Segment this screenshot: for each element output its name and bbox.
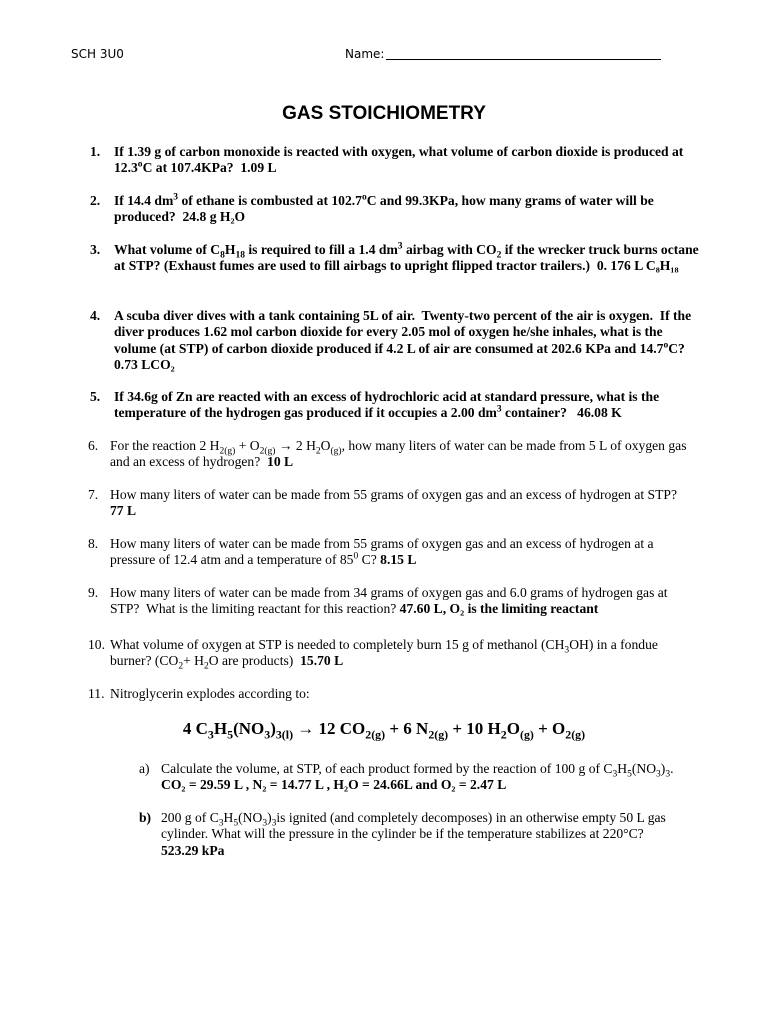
- question-number: 1.: [90, 144, 101, 159]
- question-number: 11.: [88, 686, 105, 701]
- question-text: Nitroglycerin explodes according to:: [110, 686, 310, 701]
- name-field[interactable]: [345, 47, 661, 61]
- answer: 15.70 L: [300, 653, 344, 669]
- question-number: 9.: [88, 585, 99, 600]
- question-10: 10. What volume of oxygen at STP is needed to completely burn 15 g of methanol $(CH_3OH)$ in a fondue burner? ($CO_2+ H_2O$ are products) 15.70 L: [88, 637, 658, 673]
- name-label: Name:: [345, 47, 385, 61]
- answer: 10 L: [267, 454, 294, 470]
- question-number: 5.: [90, 389, 101, 404]
- answer: CO₂ = 29.59 L , N₂ = 14.77 L , H₂O = 24.66L and O₂ = 2.47 L: [161, 777, 507, 793]
- question-3: 3. What volume of $C_8H_{18}$ is required to fill a 1.4 $dm^3$ airbag with $CO_2$ if the wrecker truck burns octane at STP? (Exhaust fumes are used to fill airbags to upright flipped tractor trailers.) 0. 176 L C₈H₁₈: [90, 241, 699, 274]
- question-number: 4.: [90, 308, 101, 323]
- answer: 1.09 L: [240, 160, 277, 176]
- name-line[interactable]: [386, 47, 661, 60]
- question-4: 4. A scuba diver dives with a tank containing 5L of air. Twenty-two percent of the air is oxygen. If the diver produces 1.62 mol carbon dioxide for every 2.05 mol of oxygen he/she inhales, what is the volume (at STP) of carbon dioxide produced if 4.2 L of air are consumed at 202.6 KPa and 14.7$^o$C? 0.73 LCO₂: [90, 308, 692, 373]
- question-number: 7.: [88, 487, 99, 502]
- question-2: 2. If 14.4 $dm^3$ of ethane is combusted at 102.7$^o$C and 99.3KPa, how many grams of water will be produced? 24.8 g H₂O: [90, 192, 654, 225]
- subquestion-b: b) 200 g of $C_3H_5(NO_3)_3is$ ignited (and completely decomposes) in an otherwise empty 50 L gas cylinder. What will the pressure in the cylinder be if the temperature stabilizes at 220°C? 523.29 kPa: [139, 810, 666, 858]
- answer: 8.15 L: [380, 552, 417, 568]
- answer: 47.60 L, O₂ is the limiting reactant: [399, 601, 599, 617]
- subquestion-label: b): [139, 810, 152, 825]
- question-1: 1. If 1.39 g of carbon monoxide is reacted with oxygen, what volume of carbon dioxide is produced at 12.3$^o$C at 107.4KPa? 1.09 L: [90, 144, 687, 176]
- subquestion-label: a): [139, 761, 150, 776]
- question-8: 8. How many liters of water can be made from 55 grams of oxygen gas and an excess of hydrogen at a pressure of 12.4 atm and a temperature of $85^0$ C? 8.15 L: [88, 536, 654, 568]
- answer: 46.08 K: [577, 405, 622, 421]
- question-6: 6. For the reaction 2 $H_{2(g)} + O_{2(g)} \to 2$ $H_2O_{(g)}$, how many liters of water can be made from 5 L of oxygen gas and an excess of hydrogen? 10 L: [88, 438, 687, 470]
- question-number: 3.: [90, 242, 101, 257]
- answer: 24.8 g H₂O: [182, 209, 246, 225]
- question-number: 8.: [88, 536, 99, 551]
- question-9: 9. How many liters of water can be made from 34 grams of oxygen gas and 6.0 grams of hydrogen gas at STP? What is the limiting reactant for this reaction? 47.60 L, O₂ is the limiting reactant: [88, 585, 668, 617]
- question-number: 10.: [88, 637, 105, 652]
- question-5: 5. If 34.6g of Zn are reacted with an excess of hydrochloric acid at standard pressure, what is the temperature of the hydrogen gas produced if it occupies a 2.00 $dm^3$ container? 46.08 K: [90, 389, 660, 421]
- page-title: GAS STOICHIOMETRY: [282, 103, 486, 124]
- question-11: [88, 686, 698, 702]
- question-number: 6.: [88, 438, 99, 453]
- question-7: [88, 487, 698, 520]
- question-text: How many liters of water can be made from 55 grams of oxygen gas and an excess of hydrogen at STP?: [110, 487, 677, 502]
- reaction-equation: 4 $C_3H_5(NO_3)_{3(l)} \to 12$ $CO_{2(g)} + 6$ $N_{2(g)} + 10$ $H_2O_{(g)} + O_{2(g)}$: [182, 719, 586, 742]
- subquestion-a: a) Calculate the volume, at STP, of each product formed by the reaction of 100 g of $C_3H_5(NO_3)_3$. CO₂ = 29.59 L , N₂ = 14.77 L , H₂O = 24.66L and O₂ = 2.47 L: [139, 761, 674, 793]
- answer: 0. 176 L C₈H₁₈: [596, 258, 679, 274]
- question-number: 2.: [90, 193, 101, 208]
- answer: 523.29 kPa: [161, 842, 225, 858]
- answer: 77 L: [110, 503, 137, 519]
- course-code: SCH 3U0: [71, 47, 124, 61]
- answer: 0.73 LCO₂: [114, 357, 175, 373]
